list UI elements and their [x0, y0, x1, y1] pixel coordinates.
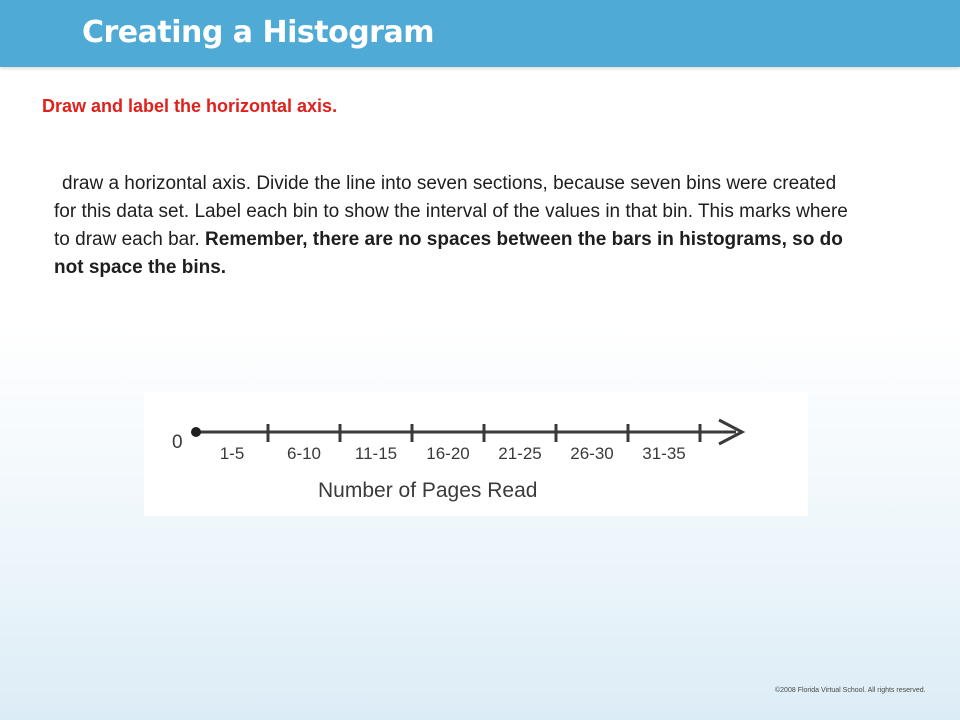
body-paragraph	[54, 170, 854, 282]
body-bold-text: Remember, there are no spaces between the bars in histograms, so do not space the bins.	[54, 229, 843, 278]
bin-label: 26-30	[570, 444, 614, 463]
bin-label: 31-35	[642, 444, 686, 463]
bin-label: 21-25	[498, 444, 542, 463]
axis-title: Number of Pages Read	[318, 479, 538, 502]
bin-label: 1-5	[219, 444, 245, 463]
title-bar	[0, 0, 960, 67]
slide-title: Creating a Histogram	[82, 15, 434, 50]
origin-label: 0	[172, 432, 183, 453]
body-lead-text: draw a horizontal axis. Divide the line into seven sections, because seven bins were created for this data set. Label each bin to show the interval of the values in that bin. This marks where to draw each bar.	[54, 173, 848, 250]
number-line-figure	[144, 392, 808, 516]
copyright-notice: ©2008 Florida Virtual School. All rights reserved.	[775, 687, 926, 694]
bin-label: 11-15	[354, 444, 398, 463]
bin-label: 6-10	[286, 444, 322, 463]
bin-labels	[220, 444, 686, 463]
slide-subtitle: Draw and label the horizontal axis.	[42, 96, 338, 116]
origin-point	[191, 427, 201, 437]
number-line-svg	[144, 392, 808, 516]
bin-label: 16-20	[426, 444, 470, 463]
